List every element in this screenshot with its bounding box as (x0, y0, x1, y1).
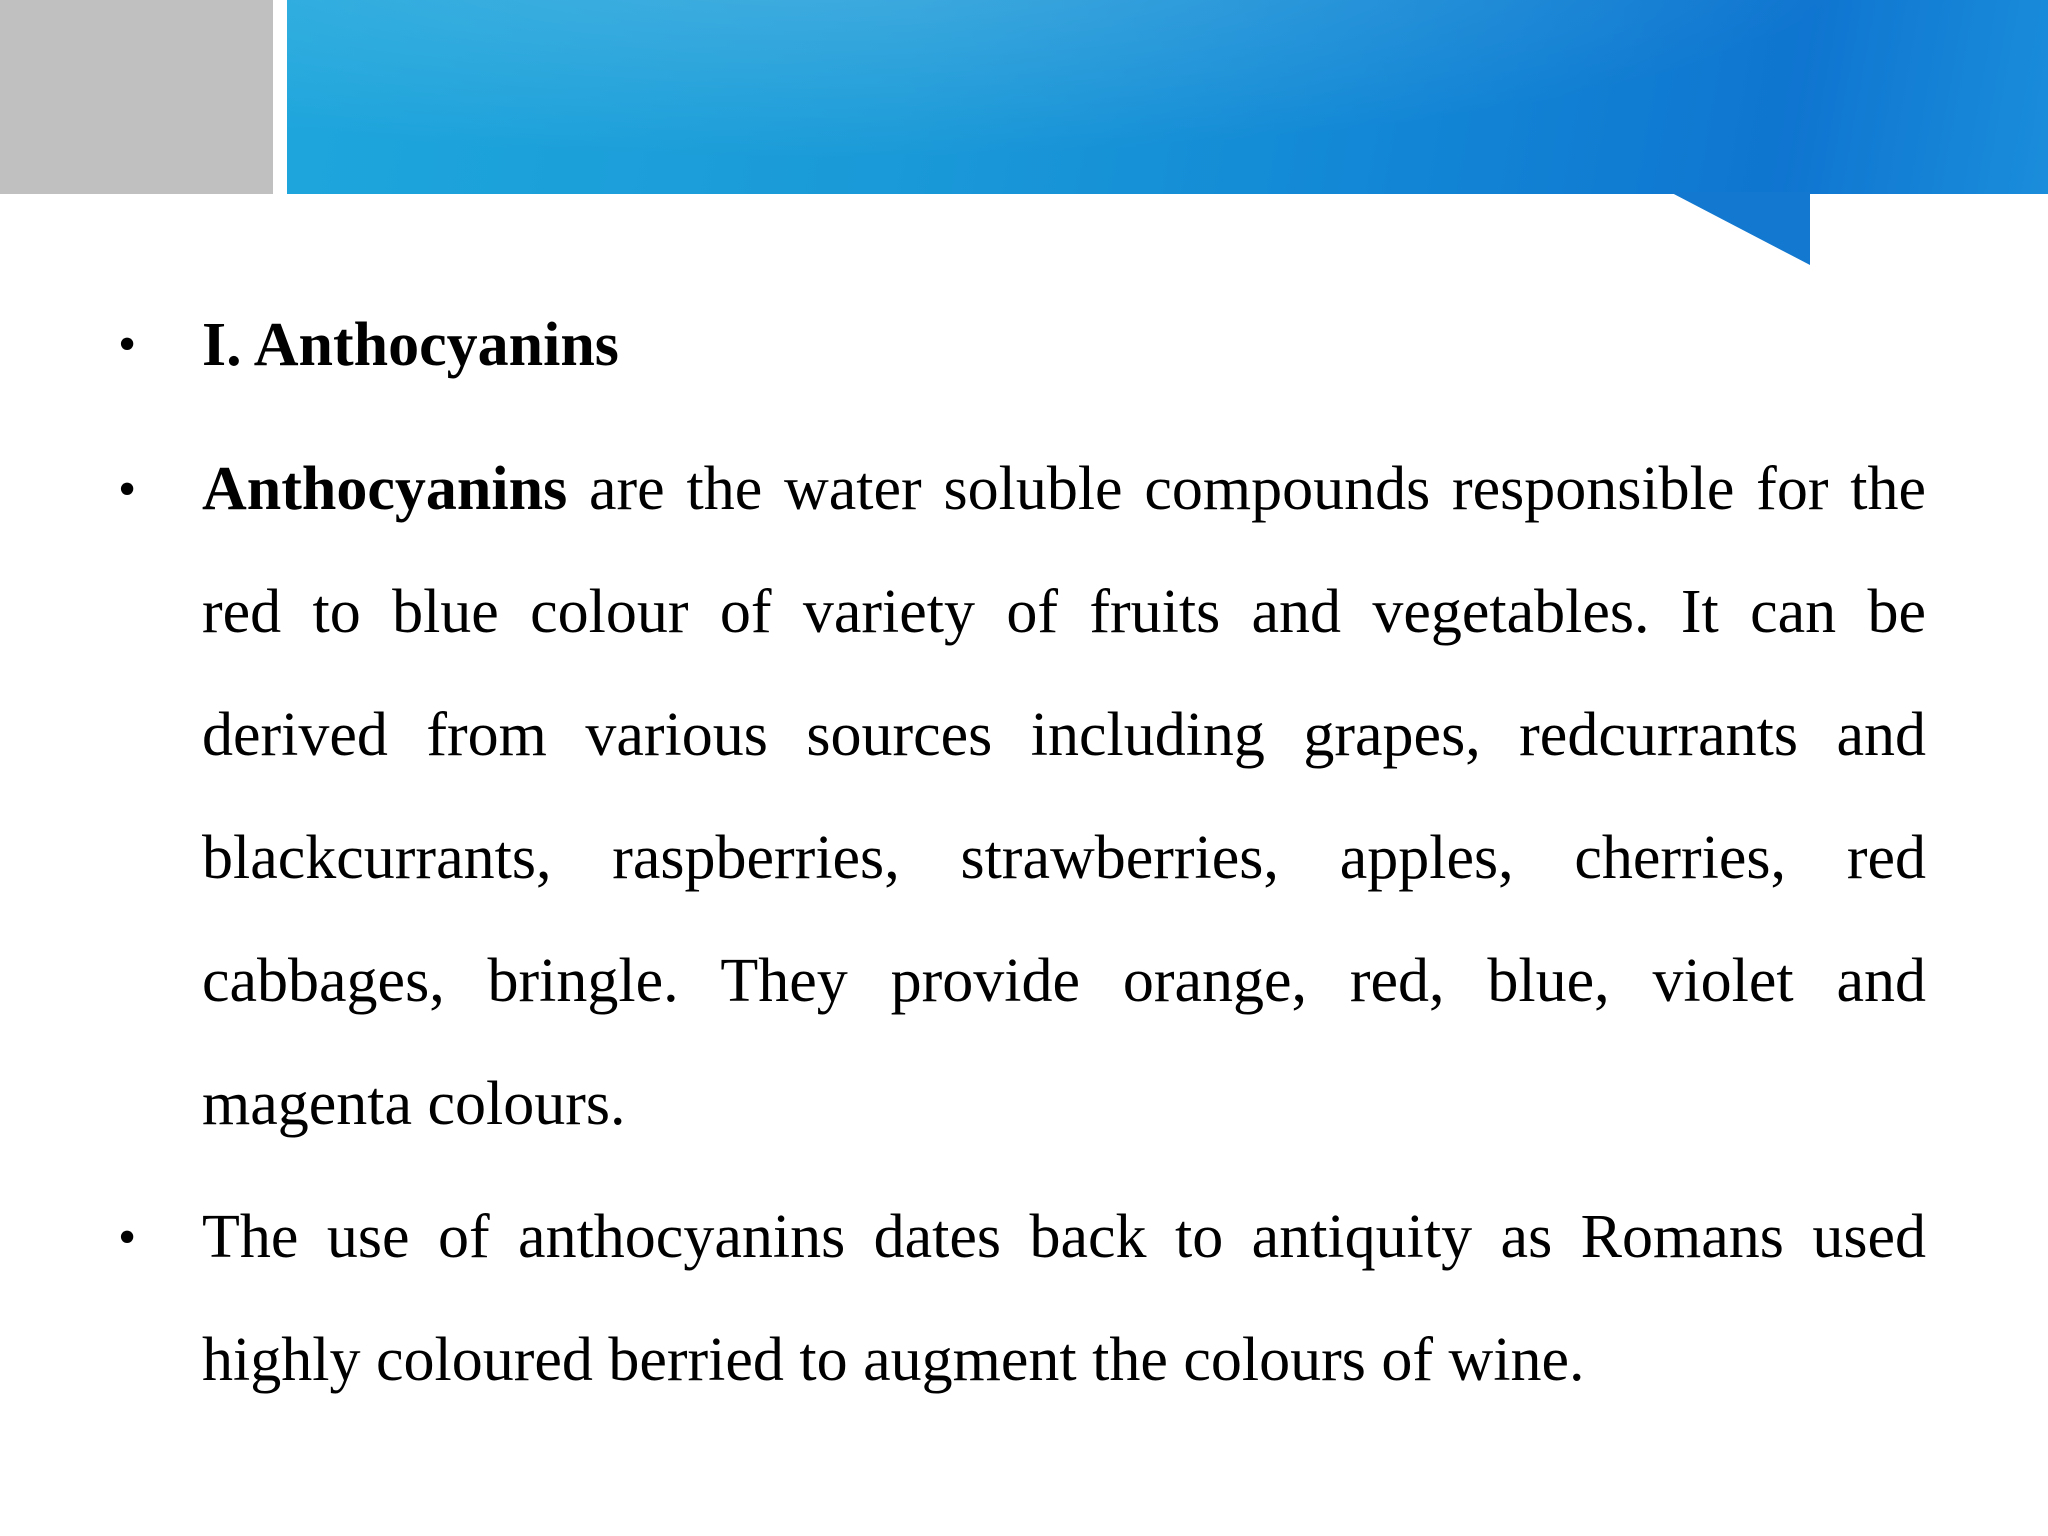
bullet-definition (118, 428, 1926, 1166)
slide-content (118, 298, 1926, 1432)
section-heading: I. Anthocyanins (202, 311, 619, 379)
header-banner (287, 0, 2048, 194)
bullet-title (118, 298, 1926, 392)
header-side-block (0, 0, 273, 194)
bullet-marker: • (118, 461, 137, 518)
bullet-marker: • (118, 1209, 137, 1266)
bullet-marker: • (118, 316, 137, 373)
history-text: The use of anthocyanins dates back to antiquity as Romans used highly coloured berried to augment the colours of wine. (202, 1203, 1926, 1394)
term-anthocyanins: Anthocyanins (202, 455, 568, 523)
definition-text: are the water soluble compounds responsible for the red to blue colour of variety of fruits and vegetables. It can be derived from various sources including grapes, redcurrants and blackcurrants, raspberries, strawberries, apples, cherries, red cabbages, bringle. They provide orange, red, blue, violet and magenta colours. (202, 455, 1926, 1138)
bullet-history (118, 1176, 1926, 1422)
